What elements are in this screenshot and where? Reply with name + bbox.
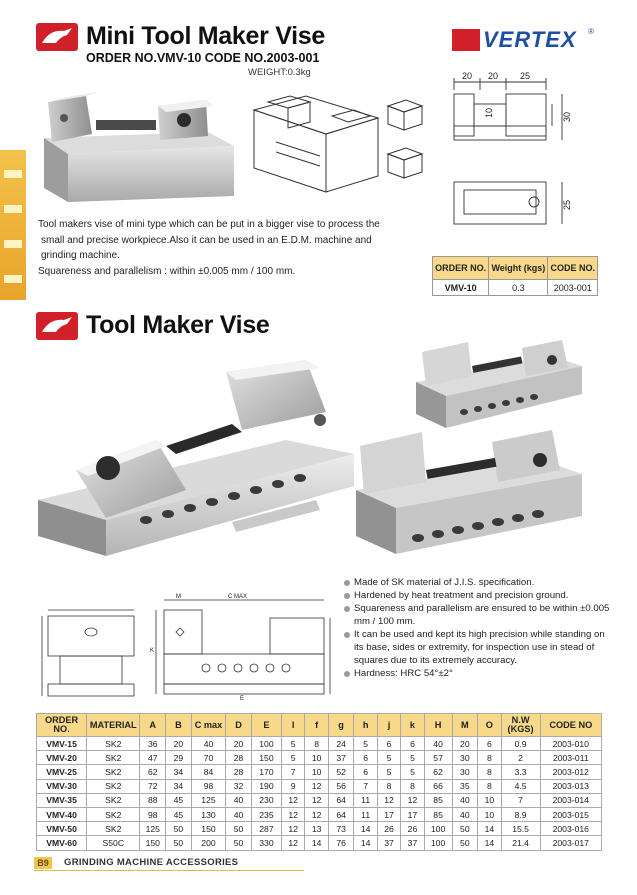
table-cell: VMV-15 — [37, 737, 87, 751]
table-cell: VMV-60 — [37, 836, 87, 850]
table-cell: 40 — [226, 807, 252, 821]
table-cell: 12 — [281, 822, 304, 836]
table-cell: VMV-20 — [37, 751, 87, 765]
table-cell: 88 — [140, 793, 166, 807]
table-header-cell: D — [226, 714, 252, 737]
table-cell: 6 — [401, 737, 424, 751]
table-cell: 40 — [226, 793, 252, 807]
cell: 2003-001 — [548, 280, 598, 296]
eagle-logo-icon — [36, 23, 78, 51]
table-cell: 6 — [354, 765, 377, 779]
footer-title: GRINDING MACHINE ACCESSORIES — [64, 857, 239, 868]
desc-line-3: grinding machine. — [41, 250, 120, 261]
table-cell: 7 — [281, 765, 304, 779]
table-cell: VMV-35 — [37, 793, 87, 807]
table-cell: VMV-25 — [37, 765, 87, 779]
dim-label-10: 10 — [484, 107, 494, 118]
table-cell: 28 — [226, 765, 252, 779]
table-cell: 8.9 — [501, 807, 540, 821]
table-cell: SK2 — [87, 779, 140, 793]
table-cell: 98 — [140, 807, 166, 821]
table-header-row — [37, 714, 602, 737]
dim-label-20a: 20 — [462, 71, 473, 81]
drawing-label-m: M — [176, 594, 181, 600]
table-cell: 2003-015 — [540, 807, 601, 821]
table-cell: SK2 — [87, 751, 140, 765]
table-cell: 6 — [354, 751, 377, 765]
table-cell: 5 — [281, 737, 304, 751]
table-cell: 5 — [401, 765, 424, 779]
table-cell: VMV-40 — [37, 807, 87, 821]
desc-line-1: Tool makers vise of mini type which can be put in a bigger vise to process the — [38, 219, 380, 230]
list-item: Made of SK material of J.I.S. specification. — [344, 576, 614, 589]
dim-label-25-plan: 25 — [562, 199, 572, 210]
vertex-logo — [452, 27, 594, 53]
table-cell: 5 — [377, 765, 400, 779]
eagle-logo-icon — [36, 312, 78, 340]
table-cell: 150 — [251, 751, 281, 765]
table-header-cell: ORDER NO. — [37, 714, 87, 737]
feature-list — [344, 576, 614, 680]
table-cell: 6 — [377, 737, 400, 751]
table-cell: 6 — [478, 737, 501, 751]
table-row — [37, 751, 602, 765]
table-cell: 17 — [377, 807, 400, 821]
table-cell: 45 — [166, 807, 192, 821]
table-cell: 2003-017 — [540, 836, 601, 850]
table-cell: 12 — [305, 807, 328, 821]
table-header-cell: k — [401, 714, 424, 737]
table-cell: 12 — [281, 793, 304, 807]
table-cell: 10 — [478, 807, 501, 821]
brand-name: VERTEX — [483, 27, 577, 52]
table-cell: 40 — [424, 737, 452, 751]
table-cell: 7 — [501, 793, 540, 807]
table-row — [37, 765, 602, 779]
table-cell: 50 — [166, 836, 192, 850]
table-cell: 14 — [354, 836, 377, 850]
table-row — [37, 737, 602, 751]
table-row — [37, 779, 602, 793]
table-cell: 14 — [354, 822, 377, 836]
mini-vise-table — [432, 256, 598, 296]
table-cell: 5 — [281, 751, 304, 765]
table-cell: 150 — [140, 836, 166, 850]
table-cell: 14 — [478, 822, 501, 836]
table-cell: 12 — [305, 793, 328, 807]
table-cell: 50 — [226, 836, 252, 850]
table-cell: 2003-014 — [540, 793, 601, 807]
table-cell: 20 — [226, 737, 252, 751]
table-cell: 2003-010 — [540, 737, 601, 751]
mini-vise-photo — [38, 80, 238, 210]
table-cell: 12 — [281, 807, 304, 821]
table-cell: 10 — [478, 793, 501, 807]
table-cell: 50 — [452, 822, 478, 836]
table-cell: 50 — [226, 822, 252, 836]
table-cell: 35 — [452, 779, 478, 793]
table-cell: 85 — [424, 793, 452, 807]
table-cell: 32 — [226, 779, 252, 793]
table-cell: 84 — [191, 765, 226, 779]
list-item: Squareness and parallelism are ensured to be within ±0.005 mm / 100 mm. — [344, 602, 614, 628]
vise-end-view-drawing — [38, 606, 144, 702]
cell: 0.3 — [489, 280, 548, 296]
table-cell: 8 — [478, 751, 501, 765]
table-cell: 37 — [377, 836, 400, 850]
table-cell: 0.9 — [501, 737, 540, 751]
table-cell: 190 — [251, 779, 281, 793]
drawing-label-e: E — [240, 696, 245, 702]
table-cell: 30 — [452, 765, 478, 779]
table-cell: 30 — [452, 751, 478, 765]
tool-maker-vise-photo-small-1 — [412, 332, 584, 432]
table-header-cell: I — [281, 714, 304, 737]
table-cell: 20 — [452, 737, 478, 751]
table-cell: 56 — [328, 779, 354, 793]
table-cell: 36 — [140, 737, 166, 751]
table-cell: 20 — [166, 737, 192, 751]
table-cell: VMV-50 — [37, 822, 87, 836]
table-cell: 64 — [328, 793, 354, 807]
table-cell: 125 — [191, 793, 226, 807]
dim-label-20b: 20 — [488, 71, 499, 81]
table-cell: 10 — [305, 765, 328, 779]
table-cell: 40 — [452, 793, 478, 807]
section1-title: Mini Tool Maker Vise — [86, 22, 325, 50]
table-cell: 28 — [226, 751, 252, 765]
order-line: ORDER NO.VMV-10 CODE NO.2003-001 — [86, 51, 320, 65]
brand-reg: ® — [588, 27, 594, 36]
table-header-cell: f — [305, 714, 328, 737]
vertex-mark-icon — [452, 29, 480, 51]
table-cell: 64 — [328, 807, 354, 821]
table-cell: 14 — [305, 836, 328, 850]
table-cell: 76 — [328, 836, 354, 850]
table-cell: 26 — [377, 822, 400, 836]
table-cell: 10 — [305, 751, 328, 765]
footer-divider — [34, 870, 304, 871]
table-cell: SK2 — [87, 793, 140, 807]
table-cell: 2 — [501, 751, 540, 765]
table-cell: 200 — [191, 836, 226, 850]
section1-description — [38, 217, 408, 279]
table-cell: 34 — [166, 765, 192, 779]
table-cell: 12 — [305, 779, 328, 793]
table-cell: 9 — [281, 779, 304, 793]
table-cell: 150 — [191, 822, 226, 836]
table-cell: 17 — [401, 807, 424, 821]
section2-title: Tool Maker Vise — [86, 311, 270, 339]
table-cell: 12 — [281, 836, 304, 850]
table-cell: 72 — [140, 779, 166, 793]
page-footer — [0, 856, 637, 870]
table-header-cell: A — [140, 714, 166, 737]
table-cell: 62 — [424, 765, 452, 779]
table-cell: 12 — [377, 793, 400, 807]
table-cell: 11 — [354, 793, 377, 807]
tool-maker-vise-photo — [36, 350, 354, 562]
table-cell: 8 — [377, 779, 400, 793]
table-row — [37, 807, 602, 821]
table-cell: SK2 — [87, 737, 140, 751]
table-header-cell: CODE NO — [540, 714, 601, 737]
list-item: It can be used and kept its high precision while standing on its base, sides or extremity, for inspection use in stead of squares due to its extremely accuracy. — [344, 628, 614, 667]
table-cell: 40 — [452, 807, 478, 821]
table-cell: 5 — [377, 751, 400, 765]
dim-label-25: 25 — [520, 71, 531, 81]
table-cell: 2003-016 — [540, 822, 601, 836]
table-cell: 12 — [401, 793, 424, 807]
desc-line-2: small and precise workpiece.Also it can be used in an E.D.M. machine and — [41, 234, 372, 246]
table-cell: 45 — [166, 793, 192, 807]
table-header-cell: MATERIAL — [87, 714, 140, 737]
table-header-cell: B — [166, 714, 192, 737]
table-cell: 70 — [191, 751, 226, 765]
table-cell: 2003-011 — [540, 751, 601, 765]
table-cell: 85 — [424, 807, 452, 821]
drawing-label-cmax: C MAX — [228, 594, 248, 600]
table-cell: 5 — [401, 751, 424, 765]
page-number: B9 — [34, 857, 52, 869]
table-cell: 100 — [251, 737, 281, 751]
tool-maker-vise-table — [36, 713, 602, 851]
mini-vise-drawing — [246, 82, 436, 200]
table-header-cell: C max — [191, 714, 226, 737]
table-cell: 66 — [424, 779, 452, 793]
table-cell: 100 — [424, 822, 452, 836]
table-cell: 47 — [140, 751, 166, 765]
table-cell: 330 — [251, 836, 281, 850]
table-row — [37, 836, 602, 850]
table-header-cell: h — [354, 714, 377, 737]
table-cell: 40 — [191, 737, 226, 751]
table-cell: 14 — [478, 836, 501, 850]
table-cell: 50 — [166, 822, 192, 836]
table-header-cell: g — [328, 714, 354, 737]
table-cell: 8 — [478, 779, 501, 793]
table-cell: SK2 — [87, 807, 140, 821]
table-cell: 24 — [328, 737, 354, 751]
table-cell: SK2 — [87, 822, 140, 836]
th-weight: Weight (kgs) — [489, 257, 548, 280]
th-order-no: ORDER NO. — [433, 257, 489, 280]
table-cell: 235 — [251, 807, 281, 821]
side-tab — [0, 150, 26, 300]
table-cell: 170 — [251, 765, 281, 779]
vise-side-view-drawing — [150, 592, 336, 702]
table-cell: 7 — [354, 779, 377, 793]
table-cell: 230 — [251, 793, 281, 807]
drawing-label-k: K — [150, 648, 155, 654]
table-cell: 62 — [140, 765, 166, 779]
table-cell: 4.5 — [501, 779, 540, 793]
table-cell: 37 — [328, 751, 354, 765]
weight-label: WEIGHT:0.3kg — [248, 67, 311, 78]
table-cell: 11 — [354, 807, 377, 821]
table-cell: VMV-30 — [37, 779, 87, 793]
table-cell: 29 — [166, 751, 192, 765]
table-header-cell: M — [452, 714, 478, 737]
table-cell: 13 — [305, 822, 328, 836]
table-cell: 21.4 — [501, 836, 540, 850]
table-cell: 3.3 — [501, 765, 540, 779]
table-cell: 50 — [452, 836, 478, 850]
table-header-cell: j — [377, 714, 400, 737]
table-cell: 8 — [401, 779, 424, 793]
table-cell: 57 — [424, 751, 452, 765]
table-cell: 73 — [328, 822, 354, 836]
table-cell: 26 — [401, 822, 424, 836]
table-cell: 98 — [191, 779, 226, 793]
table-cell: 15.5 — [501, 822, 540, 836]
table-cell: 287 — [251, 822, 281, 836]
table-cell: 8 — [305, 737, 328, 751]
list-item: Hardness: HRC 54°±2° — [344, 667, 614, 680]
table-header-cell: N.W (KGS) — [501, 714, 540, 737]
table-cell: 37 — [401, 836, 424, 850]
table-header-cell: H — [424, 714, 452, 737]
table-row — [37, 793, 602, 807]
desc-line-4: Squareness and parallelism : within ±0.005 mm / 100 mm. — [38, 265, 296, 277]
table-row — [37, 822, 602, 836]
tool-maker-vise-photo-small-2 — [352, 420, 584, 560]
table-cell: 5 — [354, 737, 377, 751]
table-cell: 34 — [166, 779, 192, 793]
table-cell: 2003-012 — [540, 765, 601, 779]
table-header-cell: E — [251, 714, 281, 737]
mini-vise-dimension-drawing — [444, 70, 584, 240]
th-code-no: CODE NO. — [548, 257, 598, 280]
list-item: Hardened by heat treatment and precision ground. — [344, 589, 614, 602]
cell: VMV-10 — [433, 280, 489, 296]
table-cell: SK2 — [87, 765, 140, 779]
table-cell: 8 — [478, 765, 501, 779]
table-row — [433, 280, 598, 296]
table-cell: 2003-013 — [540, 779, 601, 793]
table-header-cell: O — [478, 714, 501, 737]
table-cell: 130 — [191, 807, 226, 821]
table-cell: 125 — [140, 822, 166, 836]
table-cell: 52 — [328, 765, 354, 779]
dim-label-30: 30 — [562, 111, 572, 122]
table-cell: 100 — [424, 836, 452, 850]
table-cell: S50C — [87, 836, 140, 850]
